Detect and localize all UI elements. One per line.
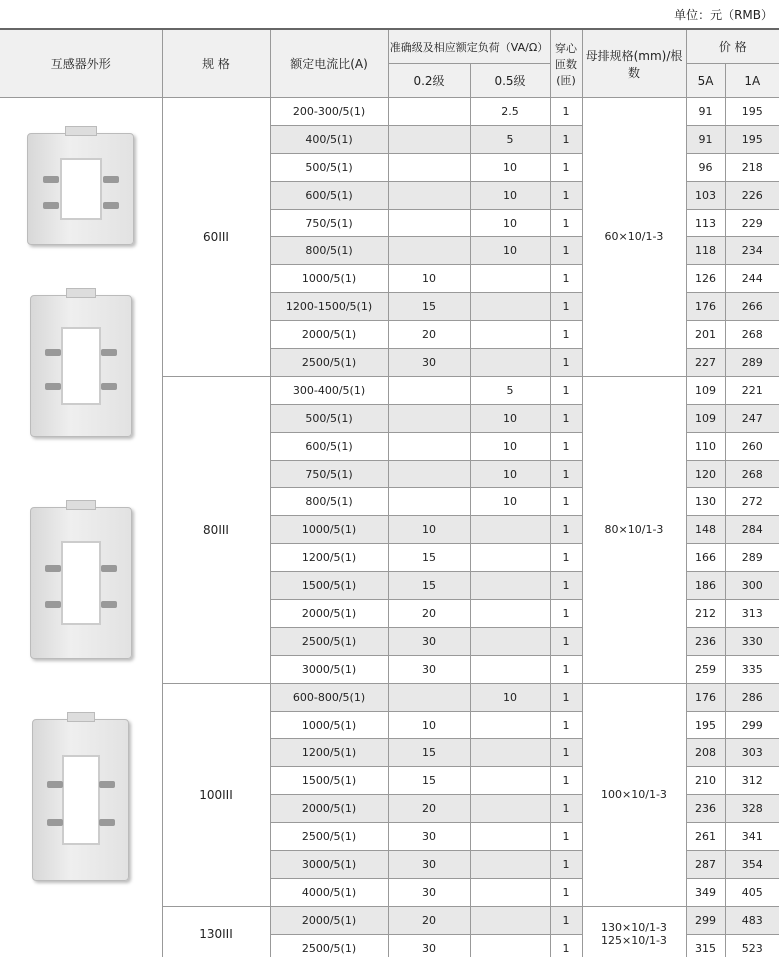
header-turns: 穿心匝数(匝) (550, 29, 582, 98)
class-05-cell: 10 (470, 460, 550, 488)
price-5a-cell: 259 (686, 655, 725, 683)
turns-cell: 1 (550, 767, 582, 795)
ratio-cell: 300-400/5(1) (270, 376, 388, 404)
price-table (0, 28, 779, 957)
price-5a-cell: 96 (686, 153, 725, 181)
ratio-cell: 500/5(1) (270, 153, 388, 181)
class-05-cell (470, 851, 550, 879)
turns-cell: 1 (550, 739, 582, 767)
turns-cell: 1 (550, 655, 582, 683)
class-02-cell: 10 (388, 711, 470, 739)
ratio-cell: 400/5(1) (270, 125, 388, 153)
turns-cell: 1 (550, 711, 582, 739)
price-5a-cell: 349 (686, 878, 725, 906)
price-1a-cell: 341 (725, 823, 779, 851)
class-02-cell: 20 (388, 321, 470, 349)
price-5a-cell: 113 (686, 209, 725, 237)
price-1a-cell: 268 (725, 460, 779, 488)
class-05-cell (470, 823, 550, 851)
ratio-cell: 750/5(1) (270, 460, 388, 488)
price-5a-cell: 110 (686, 432, 725, 460)
price-5a-cell: 120 (686, 460, 725, 488)
transformer-images (0, 98, 162, 957)
header-price-5a: 5A (686, 64, 725, 98)
turns-cell: 1 (550, 934, 582, 957)
price-5a-cell: 176 (686, 293, 725, 321)
class-05-cell (470, 655, 550, 683)
turns-cell: 1 (550, 851, 582, 879)
turns-cell: 1 (550, 432, 582, 460)
turns-cell: 1 (550, 153, 582, 181)
class-02-cell: 30 (388, 851, 470, 879)
price-1a-cell: 330 (725, 627, 779, 655)
price-1a-cell: 328 (725, 795, 779, 823)
class-05-cell (470, 516, 550, 544)
busbar-cell: 130×10/1-3 125×10/1-3 (582, 906, 686, 957)
ratio-cell: 2000/5(1) (270, 795, 388, 823)
price-1a-cell: 244 (725, 265, 779, 293)
turns-cell: 1 (550, 181, 582, 209)
price-5a-cell: 103 (686, 181, 725, 209)
class-02-cell (388, 125, 470, 153)
header-appearance: 互感器外形 (0, 29, 162, 98)
class-02-cell (388, 460, 470, 488)
price-1a-cell: 226 (725, 181, 779, 209)
class-05-cell: 10 (470, 683, 550, 711)
spec-cell: 100III (162, 683, 270, 906)
class-02-cell: 10 (388, 516, 470, 544)
ratio-cell: 1500/5(1) (270, 572, 388, 600)
class-02-cell: 30 (388, 349, 470, 377)
price-5a-cell: 208 (686, 739, 725, 767)
ratio-cell: 2500/5(1) (270, 627, 388, 655)
turns-cell: 1 (550, 404, 582, 432)
busbar-cell: 80×10/1-3 (582, 376, 686, 683)
ratio-cell: 600/5(1) (270, 432, 388, 460)
ratio-cell: 4000/5(1) (270, 878, 388, 906)
turns-cell: 1 (550, 209, 582, 237)
price-1a-cell: 195 (725, 98, 779, 126)
ratio-cell: 800/5(1) (270, 488, 388, 516)
class-05-cell (470, 739, 550, 767)
turns-cell: 1 (550, 98, 582, 126)
class-05-cell (470, 795, 550, 823)
ratio-cell: 2500/5(1) (270, 823, 388, 851)
turns-cell: 1 (550, 460, 582, 488)
current-transformer-image (30, 295, 132, 437)
turns-cell: 1 (550, 906, 582, 934)
turns-cell: 1 (550, 321, 582, 349)
ratio-cell: 1500/5(1) (270, 767, 388, 795)
price-5a-cell: 91 (686, 125, 725, 153)
price-1a-cell: 405 (725, 878, 779, 906)
turns-cell: 1 (550, 516, 582, 544)
current-transformer-image (30, 507, 132, 659)
price-1a-cell: 313 (725, 600, 779, 628)
class-05-cell (470, 711, 550, 739)
turns-cell: 1 (550, 600, 582, 628)
ratio-cell: 2000/5(1) (270, 321, 388, 349)
class-02-cell (388, 404, 470, 432)
turns-cell: 1 (550, 376, 582, 404)
price-5a-cell: 315 (686, 934, 725, 957)
price-1a-cell: 335 (725, 655, 779, 683)
header-class-02: 0.2级 (388, 64, 470, 98)
ratio-cell: 3000/5(1) (270, 851, 388, 879)
price-1a-cell: 312 (725, 767, 779, 795)
price-1a-cell: 234 (725, 237, 779, 265)
header-accuracy: 准确级及相应额定负荷（VA/Ω） (388, 29, 550, 64)
price-1a-cell: 247 (725, 404, 779, 432)
current-transformer-image (27, 133, 134, 245)
ratio-cell: 2000/5(1) (270, 906, 388, 934)
turns-cell: 1 (550, 349, 582, 377)
class-02-cell: 30 (388, 655, 470, 683)
turns-cell: 1 (550, 683, 582, 711)
turns-cell: 1 (550, 265, 582, 293)
ratio-cell: 2500/5(1) (270, 349, 388, 377)
class-02-cell: 15 (388, 739, 470, 767)
class-02-cell: 20 (388, 795, 470, 823)
spec-cell: 130III (162, 906, 270, 957)
price-5a-cell: 91 (686, 98, 725, 126)
class-05-cell: 5 (470, 376, 550, 404)
class-02-cell: 30 (388, 627, 470, 655)
ratio-cell: 750/5(1) (270, 209, 388, 237)
turns-cell: 1 (550, 125, 582, 153)
class-05-cell: 10 (470, 237, 550, 265)
class-05-cell (470, 600, 550, 628)
price-5a-cell: 118 (686, 237, 725, 265)
class-02-cell: 15 (388, 293, 470, 321)
price-5a-cell: 210 (686, 767, 725, 795)
price-5a-cell: 148 (686, 516, 725, 544)
ratio-cell: 1000/5(1) (270, 711, 388, 739)
ratio-cell: 1200/5(1) (270, 739, 388, 767)
ratio-cell: 2500/5(1) (270, 934, 388, 957)
price-5a-cell: 195 (686, 711, 725, 739)
ratio-cell: 500/5(1) (270, 404, 388, 432)
class-05-cell (470, 293, 550, 321)
price-1a-cell: 218 (725, 153, 779, 181)
class-05-cell (470, 572, 550, 600)
turns-cell: 1 (550, 627, 582, 655)
price-5a-cell: 130 (686, 488, 725, 516)
class-02-cell: 20 (388, 906, 470, 934)
ratio-cell: 1000/5(1) (270, 265, 388, 293)
class-02-cell (388, 98, 470, 126)
class-02-cell: 30 (388, 823, 470, 851)
price-5a-cell: 236 (686, 795, 725, 823)
class-02-cell: 15 (388, 767, 470, 795)
turns-cell: 1 (550, 293, 582, 321)
class-02-cell (388, 376, 470, 404)
price-5a-cell: 126 (686, 265, 725, 293)
price-5a-cell: 261 (686, 823, 725, 851)
unit-label: 单位：元（RMB） (674, 8, 773, 22)
price-1a-cell: 272 (725, 488, 779, 516)
price-5a-cell: 109 (686, 376, 725, 404)
class-02-cell (388, 683, 470, 711)
price-5a-cell: 236 (686, 627, 725, 655)
price-1a-cell: 221 (725, 376, 779, 404)
price-1a-cell: 286 (725, 683, 779, 711)
price-5a-cell: 109 (686, 404, 725, 432)
class-05-cell (470, 627, 550, 655)
class-05-cell: 10 (470, 181, 550, 209)
class-05-cell (470, 265, 550, 293)
price-5a-cell: 176 (686, 683, 725, 711)
price-1a-cell: 229 (725, 209, 779, 237)
class-05-cell (470, 767, 550, 795)
turns-cell: 1 (550, 544, 582, 572)
class-05-cell: 10 (470, 432, 550, 460)
price-1a-cell: 289 (725, 349, 779, 377)
price-5a-cell: 201 (686, 321, 725, 349)
spec-cell: 60III (162, 98, 270, 377)
ratio-cell: 600-800/5(1) (270, 683, 388, 711)
current-transformer-image (32, 719, 129, 881)
header-spec: 规 格 (162, 29, 270, 98)
price-1a-cell: 354 (725, 851, 779, 879)
ratio-cell: 2000/5(1) (270, 600, 388, 628)
class-02-cell (388, 488, 470, 516)
class-02-cell (388, 432, 470, 460)
price-1a-cell: 289 (725, 544, 779, 572)
class-02-cell (388, 209, 470, 237)
class-05-cell (470, 878, 550, 906)
ratio-cell: 200-300/5(1) (270, 98, 388, 126)
ratio-cell: 600/5(1) (270, 181, 388, 209)
class-02-cell: 30 (388, 878, 470, 906)
price-5a-cell: 287 (686, 851, 725, 879)
turns-cell: 1 (550, 572, 582, 600)
class-05-cell (470, 906, 550, 934)
header-class-05: 0.5级 (470, 64, 550, 98)
price-1a-cell: 284 (725, 516, 779, 544)
price-1a-cell: 523 (725, 934, 779, 957)
price-5a-cell: 186 (686, 572, 725, 600)
class-05-cell (470, 321, 550, 349)
class-02-cell: 15 (388, 572, 470, 600)
class-05-cell: 10 (470, 153, 550, 181)
turns-cell: 1 (550, 878, 582, 906)
class-02-cell (388, 153, 470, 181)
class-05-cell: 10 (470, 404, 550, 432)
price-1a-cell: 195 (725, 125, 779, 153)
price-1a-cell: 266 (725, 293, 779, 321)
spec-cell: 80III (162, 376, 270, 683)
class-05-cell: 5 (470, 125, 550, 153)
class-05-cell: 10 (470, 209, 550, 237)
class-02-cell: 30 (388, 934, 470, 957)
price-5a-cell: 299 (686, 906, 725, 934)
price-5a-cell: 212 (686, 600, 725, 628)
class-02-cell: 10 (388, 265, 470, 293)
class-05-cell (470, 934, 550, 957)
ratio-cell: 1200-1500/5(1) (270, 293, 388, 321)
header-busbar: 母排规格(mm)/根数 (582, 29, 686, 98)
header-price-1a: 1A (725, 64, 779, 98)
turns-cell: 1 (550, 237, 582, 265)
price-1a-cell: 260 (725, 432, 779, 460)
class-02-cell: 20 (388, 600, 470, 628)
price-1a-cell: 300 (725, 572, 779, 600)
price-1a-cell: 268 (725, 321, 779, 349)
class-02-cell: 15 (388, 544, 470, 572)
ratio-cell: 1000/5(1) (270, 516, 388, 544)
turns-cell: 1 (550, 488, 582, 516)
ratio-cell: 3000/5(1) (270, 655, 388, 683)
busbar-cell: 100×10/1-3 (582, 683, 686, 906)
header-ratio: 额定电流比(A) (270, 29, 388, 98)
table-row (0, 98, 779, 126)
price-5a-cell: 166 (686, 544, 725, 572)
turns-cell: 1 (550, 823, 582, 851)
ratio-cell: 800/5(1) (270, 237, 388, 265)
header-price: 价 格 (686, 29, 779, 64)
price-1a-cell: 483 (725, 906, 779, 934)
ratio-cell: 1200/5(1) (270, 544, 388, 572)
price-1a-cell: 303 (725, 739, 779, 767)
price-1a-cell: 299 (725, 711, 779, 739)
class-05-cell (470, 544, 550, 572)
busbar-cell: 60×10/1-3 (582, 98, 686, 377)
price-5a-cell: 227 (686, 349, 725, 377)
class-05-cell (470, 349, 550, 377)
class-02-cell (388, 181, 470, 209)
class-05-cell: 10 (470, 488, 550, 516)
class-02-cell (388, 237, 470, 265)
turns-cell: 1 (550, 795, 582, 823)
class-05-cell: 2.5 (470, 98, 550, 126)
